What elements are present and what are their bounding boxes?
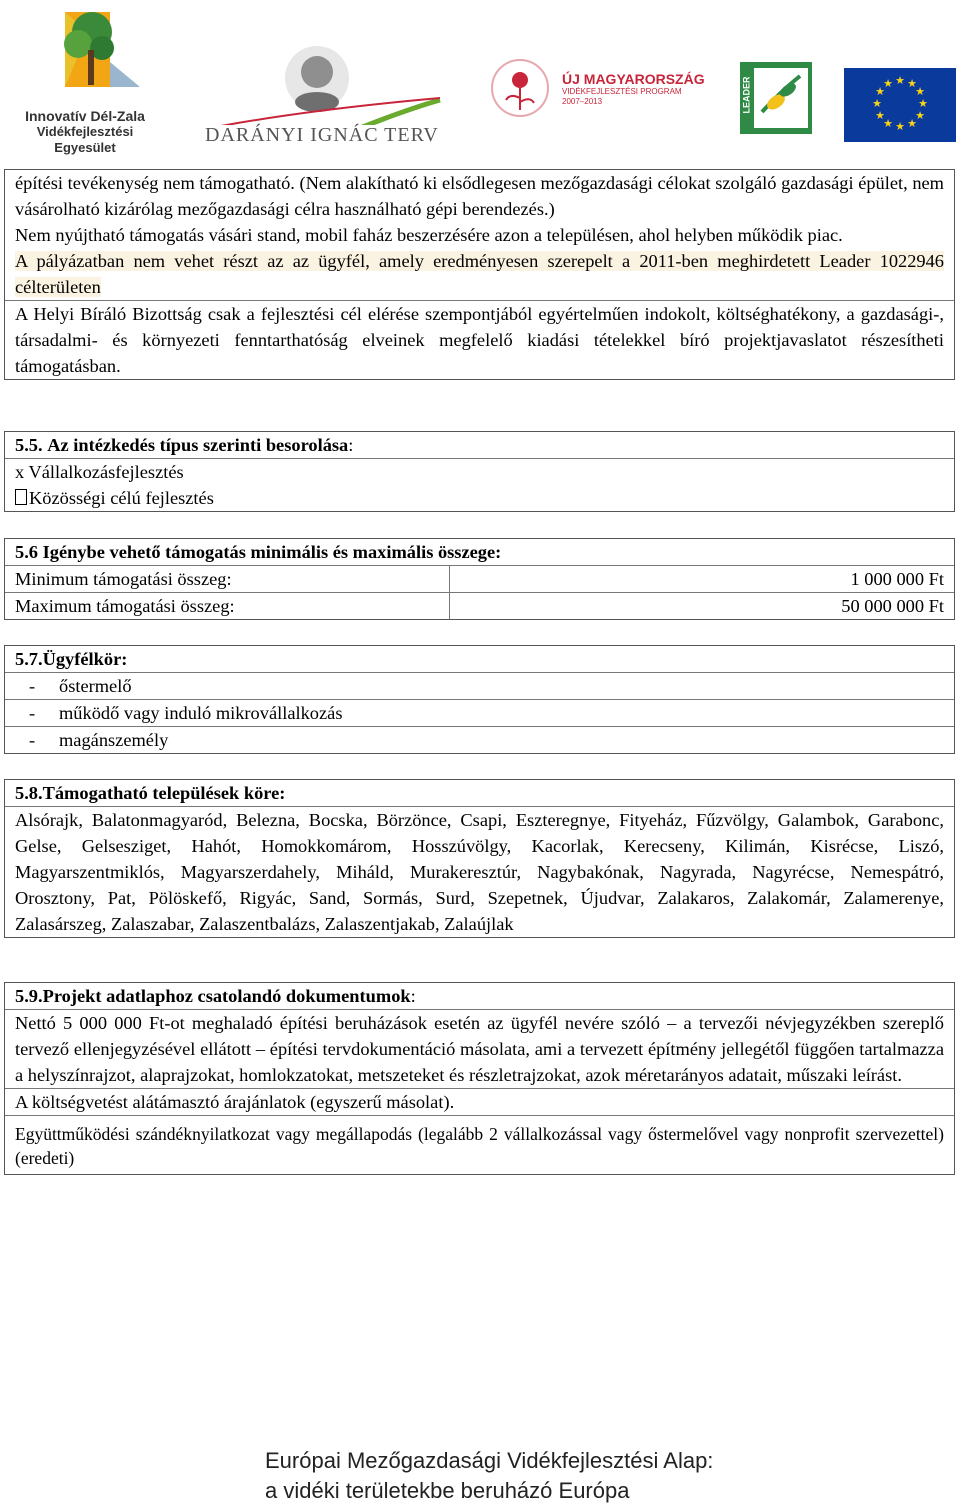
exclusion-text: A pályázatban nem vehet részt az az ügyfél, amely eredményesen szerepelt a 2011-ben meghirdetett Leader 1022946 célterületen [15, 251, 944, 297]
document-quotes: A költségvetést alátámasztó árajánlatok (egyszerű másolat). [5, 1088, 954, 1115]
eu-stars-icon [844, 68, 956, 142]
flower-icon [490, 58, 550, 118]
checkbox-icon [15, 489, 27, 505]
tree-icon [10, 2, 160, 97]
paragraph-exclusion [5, 248, 954, 300]
paragraph-stand: Nem nyújtható támogatás vásári stand, mobil faház beszerzésére azon a településen, ahol helyben működik piac. [15, 225, 843, 245]
daranyi-ignac-terv-logo [205, 40, 450, 150]
minimum-row [5, 565, 954, 592]
section-5-8 [4, 779, 955, 938]
uj-magyarorszag-logo [490, 58, 705, 122]
logo3-line1: ÚJ MAGYARORSZÁG [562, 71, 705, 87]
svg-text:★: ★ [883, 117, 893, 130]
document-building-plan: Nettó 5 000 000 Ft-ot meghaladó építési beruházások esetén az ügyfél nevére szóló – a tervezői névjegyzékben szereplő tervező ellenjegyzésével ellátott – építési tervdokumentáció másolata, ami a tervezett építmény jellegétől függően tartalmazza a helyszínrajzot, alaprajzokat, homlokzatokat, metszeteket és részletrajzokat, azok méretarányos adatait, műszaki leírást. [5, 1009, 954, 1088]
list-item-label: őstermelő [59, 676, 132, 696]
svg-text:★: ★ [915, 85, 925, 98]
logo1-line1: Innovatív Dél-Zala [25, 108, 145, 124]
list-item-label: működő vagy induló mikrovállalkozás [59, 703, 343, 723]
footer-eu-fund [265, 1446, 713, 1506]
eu-flag-logo [844, 68, 956, 142]
logo2-text: DARÁNYI IGNÁC TERV [205, 124, 439, 146]
eligibility-box [4, 169, 955, 380]
svg-text:★: ★ [918, 97, 928, 110]
paragraph-committee: A Helyi Bíráló Bizottság csak a fejlesztési cél elérése szempontjából egyértelműen indokolt, költséghatékony, a gazdasági-, társadalmi- és környezeti fenntarthatóság elveinek megfelelő kiadási tételekkel bíró projektjavaslatot részesítheti támogatásban. [5, 300, 954, 379]
paragraph-construction: építési tevékenység nem támogatható. (Nem alakítható ki elsődlegesen mezőgazdasági célokat szolgáló gazdasági épület, nem vásárolható kizárólag mezőgazdasági célra használható gépi berendezés.) [15, 173, 944, 219]
section-5-5-number: 5.5. [15, 435, 43, 455]
footer-line1: Európai Mezőgazdasági Vidékfejlesztési Alap: [265, 1448, 714, 1473]
svg-text:★: ★ [907, 77, 917, 90]
settlements-list: Alsórajk, Balatonmagyaród, Belezna, Bocska, Börzönce, Csapi, Eszteregnye, Fityeház, Fűzvölgy, Galambok, Garabonc, Gelse, Gelsesziget, Hahót, Homokkomárom, Hosszúvölgy, Kacorlak, Kerecseny, Kilimán, Kisrécse, Liszó, Magyarszentmiklós, Magyarszerdahely, Miháld, Murakeresztúr, Nagybakónak, Nagyrada, Nagyrécse, Nemespátró, Orosztony, Pat, Pölöskefő, Rigyác, Sand, Sormás, Surd, Szepetnek, Újudvar, Zalakaros, Zalakomár, Zalamerenye, Zalasárszeg, Zalaszabar, Zalaszentbalázs, Zalaszentjakab, Zalaújlak [5, 806, 954, 937]
svg-text:★: ★ [907, 117, 917, 130]
list-item: - működő vagy induló mikrovállalkozás [5, 699, 954, 726]
section-5-5-colon: : [348, 435, 354, 455]
svg-text:★: ★ [875, 109, 885, 122]
section-5-9-colon: : [410, 986, 416, 1006]
section-5-8-title: 5.8.Támogatható települések köre: [15, 783, 286, 803]
logo3-line3: 2007–2013 [562, 97, 603, 106]
svg-text:★: ★ [895, 74, 905, 87]
list-item: - magánszemély [5, 726, 954, 753]
svg-text:★: ★ [895, 120, 905, 133]
section-5-9-heading [5, 983, 954, 1009]
list-item-label: magánszemély [59, 730, 169, 750]
maximum-row [5, 592, 954, 619]
portrait-icon [205, 40, 450, 125]
maximum-value: 50 000 000 Ft [841, 596, 944, 616]
option-kozossegi [5, 485, 954, 511]
leader-logo [740, 62, 812, 134]
section-5-9 [4, 982, 955, 1175]
svg-text:★: ★ [915, 109, 925, 122]
section-5-5-heading [5, 432, 954, 458]
innovativ-del-zala-logo [10, 2, 160, 155]
svg-text:★: ★ [875, 85, 885, 98]
header-logos [0, 0, 960, 160]
logo3-line2: VIDÉKFEJLESZTÉSI PROGRAM [562, 87, 682, 96]
list-item: - őstermelő [5, 672, 954, 699]
section-5-6-title: 5.6 Igénybe vehető támogatás minimális és maximális összege: [15, 542, 502, 562]
maximum-label: Maximum támogatási összeg: [5, 593, 450, 619]
section-5-7-title: 5.7.Ügyfélkör: [15, 649, 128, 669]
footer-line2: a vidéki területekbe beruházó Európa [265, 1478, 630, 1503]
option-vallalkozasfejlesztes: x Vállalkozásfejlesztés [5, 458, 954, 485]
option-kozossegi-label: Közösségi célú fejlesztés [29, 488, 214, 508]
section-5-9-title: 5.9.Projekt adatlaphoz csatolandó dokumentumok [15, 986, 411, 1006]
section-5-7 [4, 645, 955, 754]
section-5-5 [4, 431, 955, 512]
section-5-5-title: Az intézkedés típus szerinti besorolása [47, 435, 349, 455]
section-5-6 [4, 538, 955, 620]
logo4-text: LEADER [741, 76, 752, 114]
logo1-line2: Vidékfejlesztési Egyesület [36, 124, 134, 155]
minimum-value: 1 000 000 Ft [850, 569, 944, 589]
document-cooperation: Együttműködési szándéknyilatkozat vagy megállapodás (legalább 2 vállalkozással vagy őstermelővel vagy nonprofit szervezettel) (eredeti) [5, 1115, 954, 1174]
minimum-label: Minimum támogatási összeg: [5, 566, 450, 592]
svg-text:★: ★ [883, 77, 893, 90]
svg-text:★: ★ [872, 97, 882, 110]
